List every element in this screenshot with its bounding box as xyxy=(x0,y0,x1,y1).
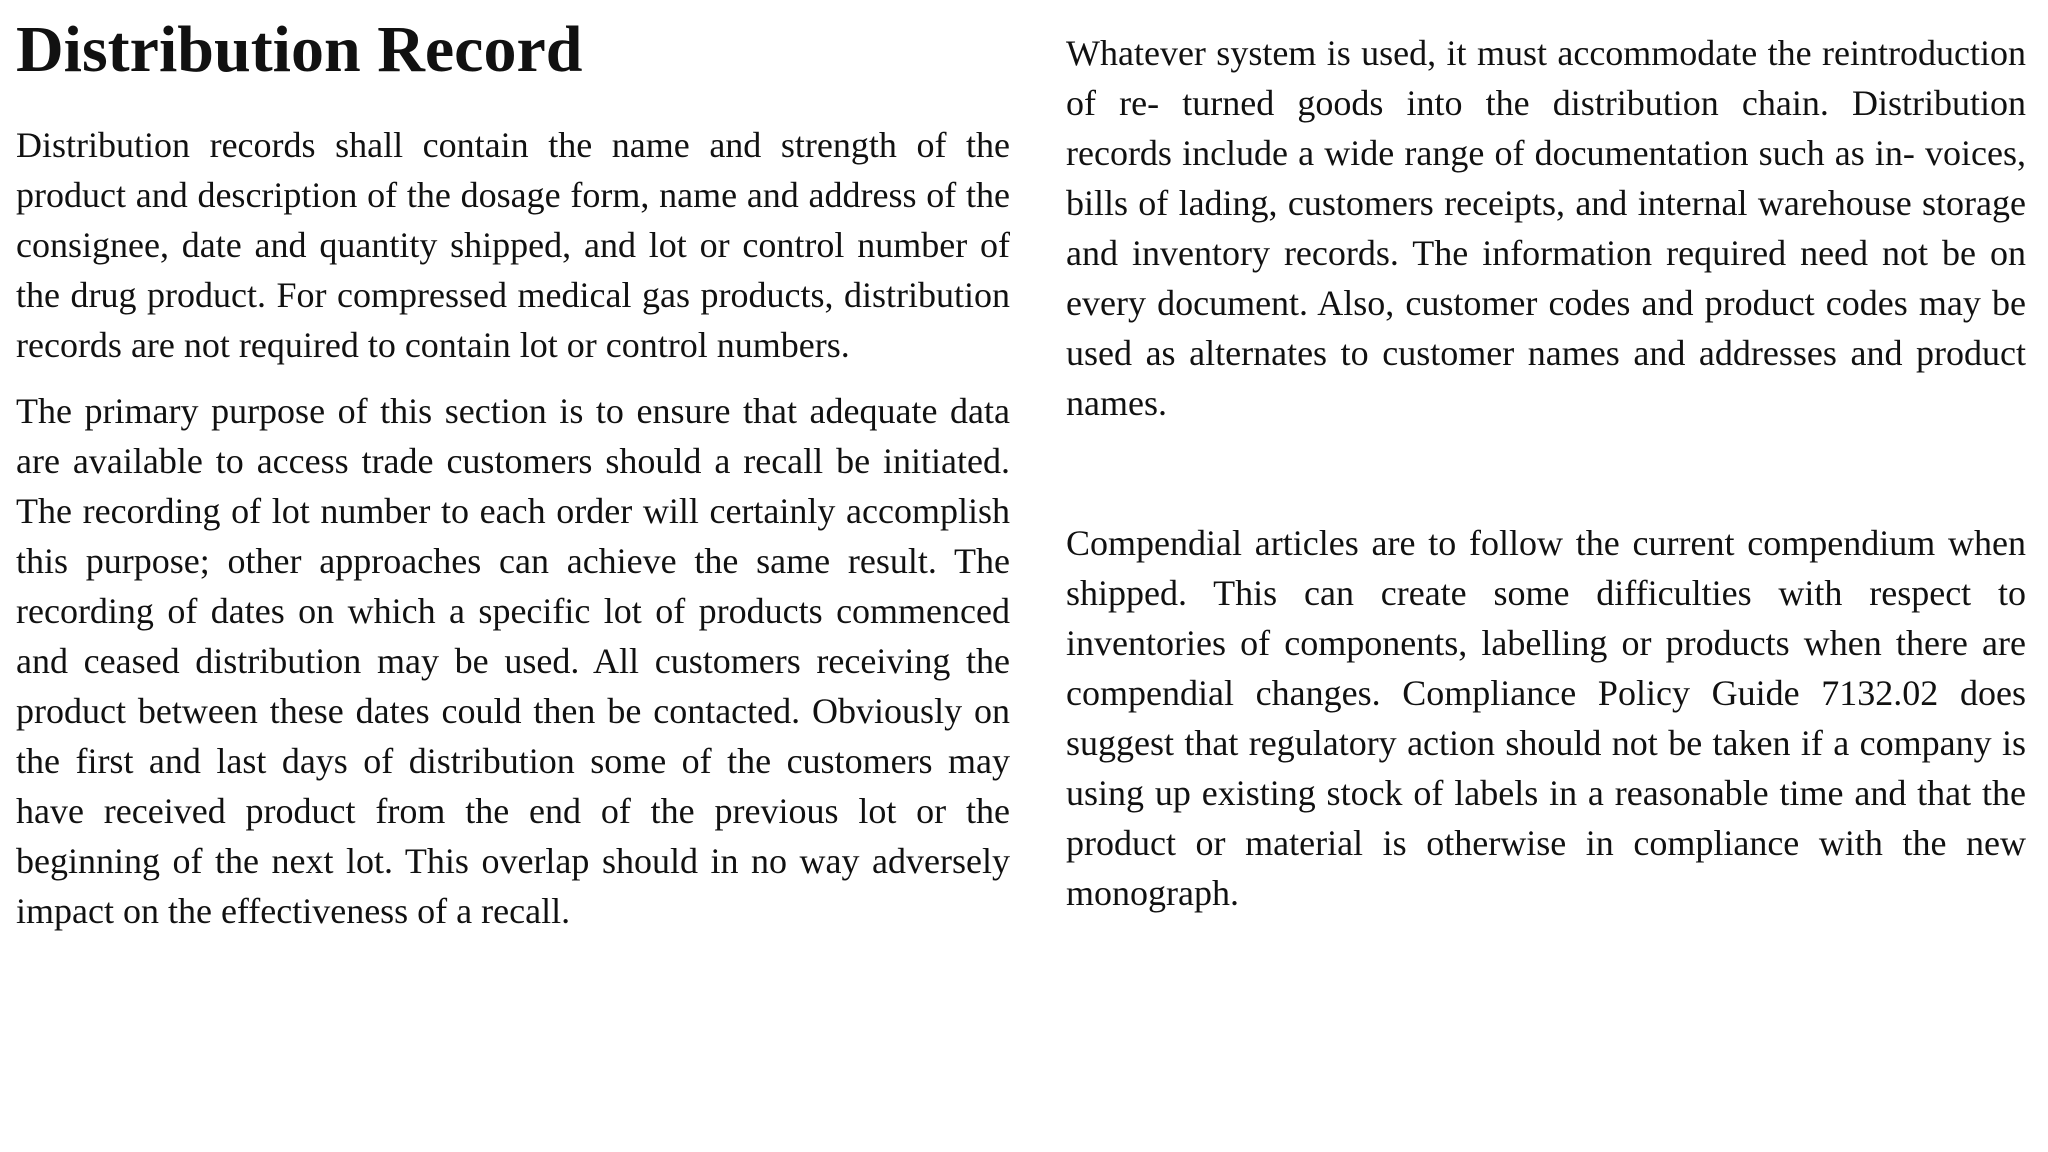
paragraph-primary-purpose: The primary purpose of this section is to ensure that adequate data are available to access trade customers should a recall be initiated. The recording of lot number to each order will certainly accomplish this purpose; other approaches can achieve the same result. The recording of dates on which a specific lot of products commenced and ceased distribution may be used. All customers receiving the product between these dates could then be contacted. Obviously on the first and last days of distribution some of the customers may have received product from the end of the previous lot or the beginning of the next lot. This overlap should in no way adversely impact on the effectiveness of a recall. xyxy=(16,391,1010,931)
right-column xyxy=(1066,0,2026,918)
left-column xyxy=(16,0,1010,936)
paragraph-distribution-records-contents: Distribution records shall contain the name and strength of the product and description of the dosage form, name and address of the consignee, date and quantity shipped, and lot or control number of the drug product. For compressed medical gas products, distribution records are not required to contain lot or control numbers. xyxy=(16,125,1010,365)
paragraph-compendial-articles: Compendial articles are to follow the current compendium when shipped. This can create some difficulties with respect to inventories of components, labelling or products when there are compendial changes. Compliance Policy Guide 7132.02 does suggest that regulatory action should not be taken if a company is using up existing stock of labels in a reasonable time and that the product or material is otherwise in compliance with the new monograph. xyxy=(1066,523,2026,913)
document-title: Distribution Record xyxy=(16,13,583,86)
paragraph-system-accommodation: Whatever system is used, it must accommodate the reintroduction of re- turned goods into the distribution chain. Distribution records include a wide range of documentation such as in- voices, bills of lading, customers receipts, and internal warehouse storage and inventory records. The information required need not be on every document. Also, customer codes and product codes may be used as alternates to customer names and addresses and product names. xyxy=(1066,33,2026,423)
